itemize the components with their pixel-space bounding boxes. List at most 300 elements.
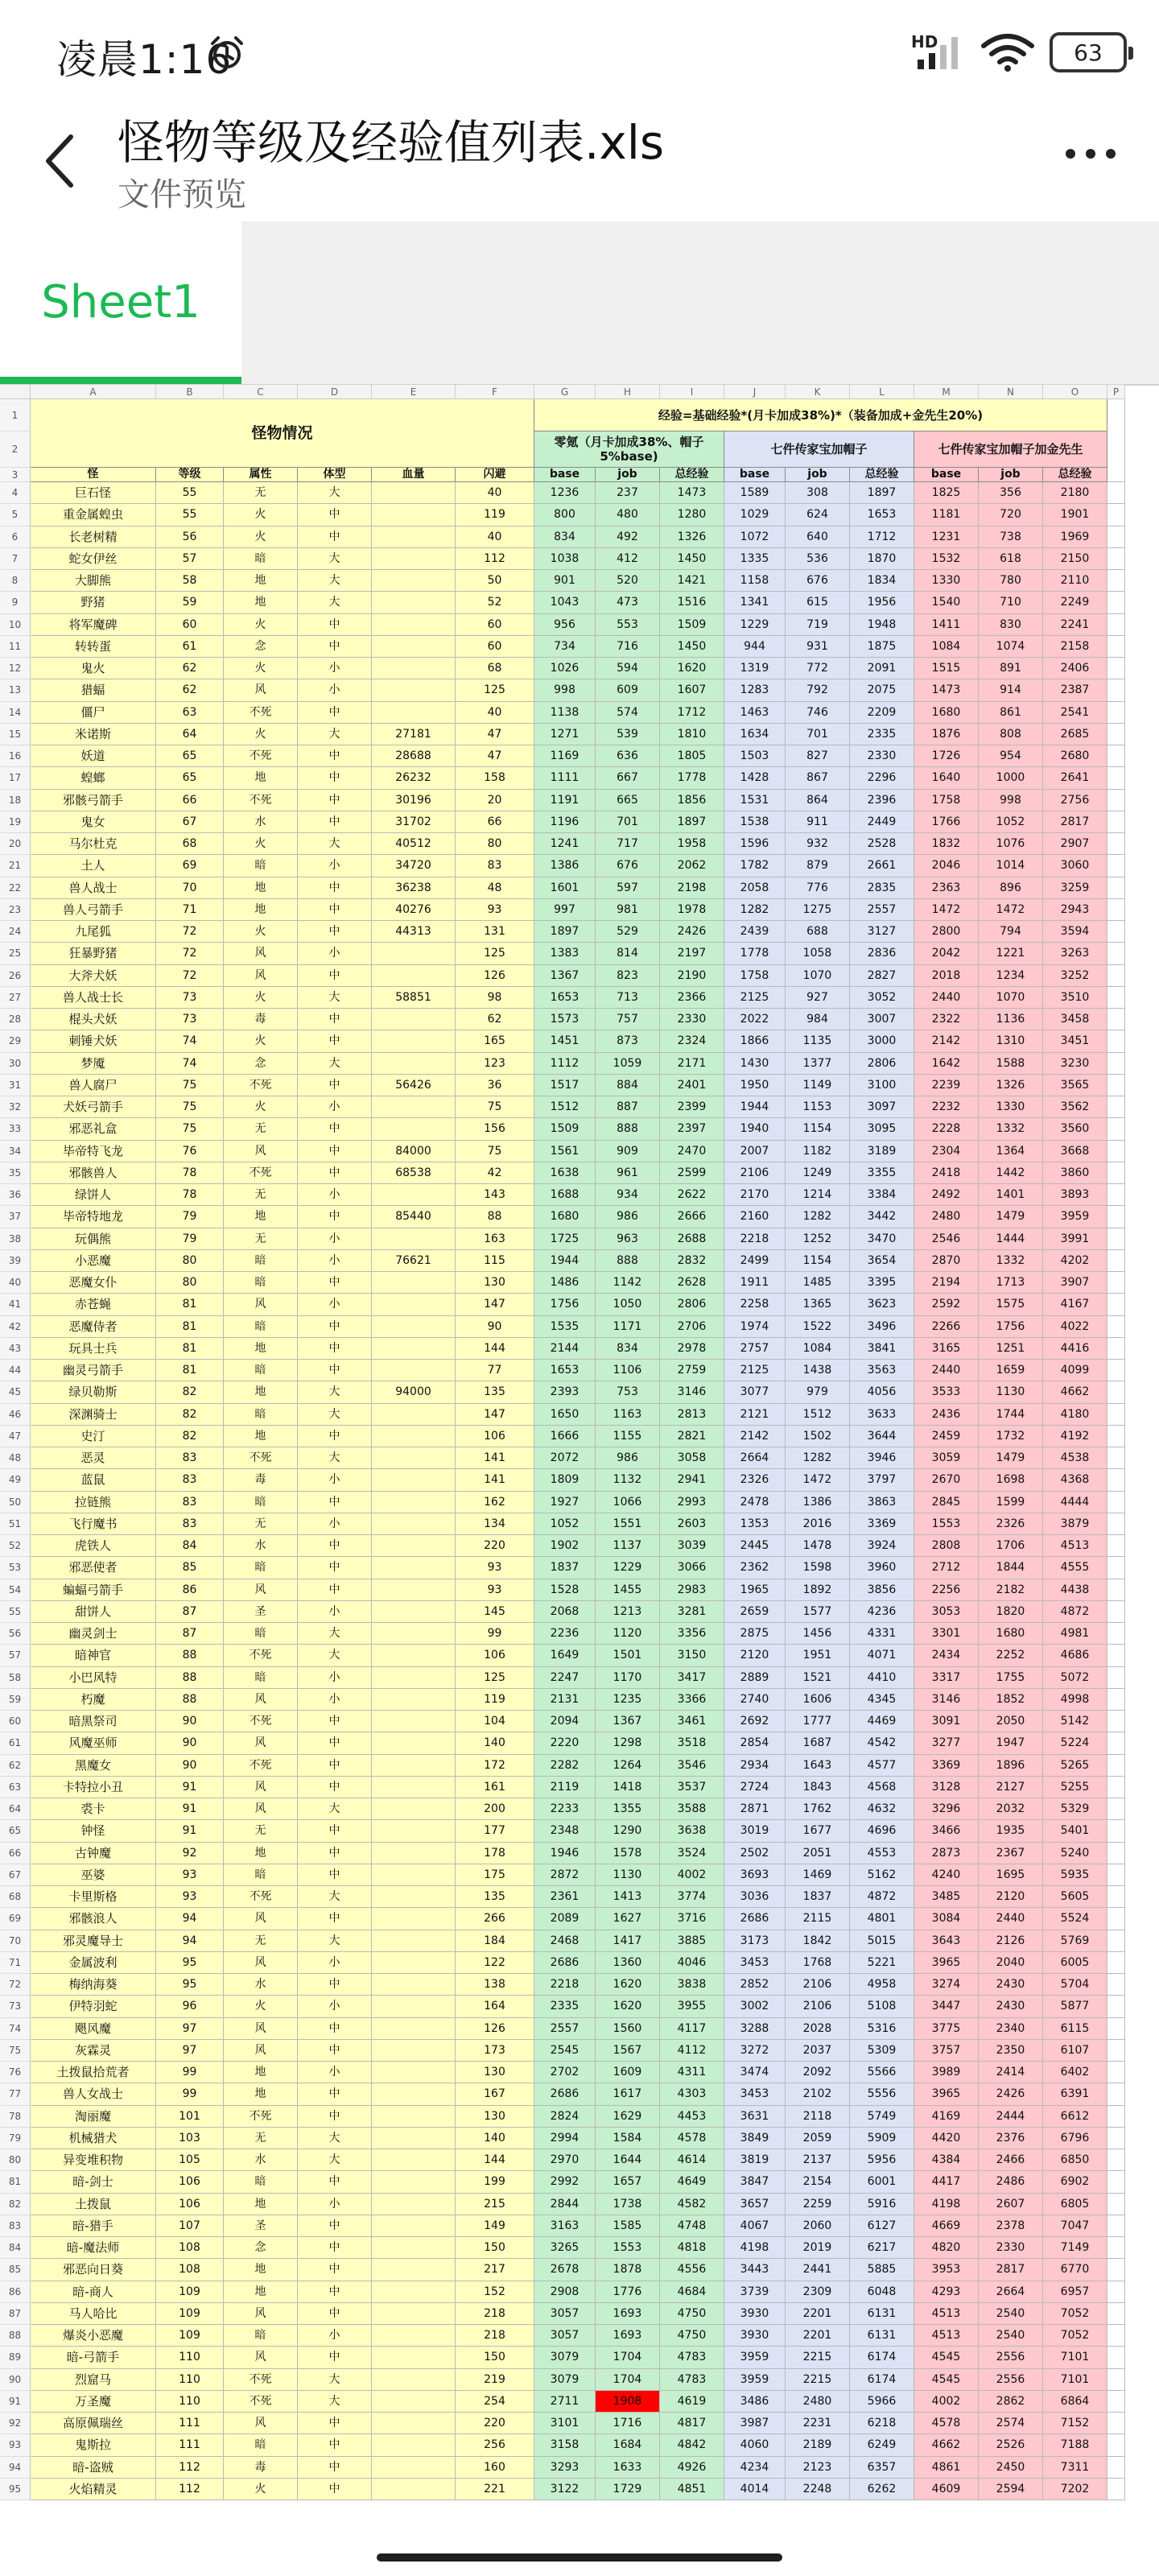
data-cell[interactable] [372,2171,456,2193]
data-cell[interactable]: 火 [224,504,298,526]
data-cell[interactable]: 2106 [786,1974,850,1996]
data-cell[interactable]: 中 [298,1141,372,1162]
data-cell[interactable]: 鬼火 [31,658,156,679]
data-cell[interactable]: 5749 [850,2106,914,2128]
data-cell[interactable]: 220 [456,2413,534,2434]
data-cell[interactable]: 大 [298,1053,372,1075]
empty-cell[interactable] [1107,1053,1125,1075]
data-cell[interactable] [372,614,456,636]
data-cell[interactable]: 4067 [724,2215,786,2237]
data-cell[interactable]: 1120 [596,1623,660,1645]
data-cell[interactable]: 2322 [914,1009,979,1030]
data-cell[interactable]: 3369 [914,1755,979,1777]
data-cell[interactable]: 赤苍蝇 [31,1294,156,1315]
data-cell[interactable]: 2440 [979,1908,1043,1930]
data-cell[interactable]: 1744 [979,1404,1043,1426]
data-cell[interactable]: 毕帝特地龙 [31,1206,156,1228]
data-cell[interactable]: 4577 [850,1755,914,1777]
data-cell[interactable]: 2154 [786,2171,850,2193]
data-cell[interactable]: 1059 [596,1053,660,1075]
data-cell[interactable]: 1155 [596,1426,660,1447]
data-cell[interactable]: 1609 [596,2062,660,2083]
data-cell[interactable]: 4578 [660,2128,724,2149]
data-cell[interactable]: 3930 [724,2303,786,2325]
data-cell[interactable]: 914 [979,679,1043,701]
empty-cell[interactable] [1107,790,1125,811]
data-cell[interactable]: 4416 [1043,1338,1107,1360]
data-cell[interactable]: 1809 [534,1469,596,1491]
data-cell[interactable]: 3631 [724,2106,786,2128]
data-cell[interactable]: 中 [298,1777,372,1798]
data-cell[interactable]: 99 [156,2083,224,2105]
data-cell[interactable]: 1738 [596,2194,660,2215]
data-cell[interactable]: 75 [156,1075,224,1096]
data-cell[interactable]: 2862 [979,2391,1043,2413]
data-cell[interactable]: 4614 [660,2149,724,2171]
data-cell[interactable]: 绿饼人 [31,1184,156,1206]
data-cell[interactable]: 125 [456,1667,534,1689]
data-cell[interactable]: 小 [298,658,372,679]
data-cell[interactable] [372,1316,456,1338]
data-cell[interactable]: 2599 [660,1162,724,1184]
data-cell[interactable]: 4236 [850,1601,914,1623]
data-cell[interactable]: 75 [456,1096,534,1118]
data-cell[interactable]: 106 [456,1426,534,1447]
data-cell[interactable]: 圣 [224,1601,298,1623]
data-cell[interactable]: 暗-魔法师 [31,2237,156,2259]
row-header[interactable]: 47 [0,1426,31,1447]
data-cell[interactable]: 暗 [224,1492,298,1513]
data-cell[interactable]: 小恶魔 [31,1250,156,1272]
data-cell[interactable]: 猎蝠 [31,679,156,701]
data-cell[interactable]: 2943 [1043,899,1107,921]
data-cell[interactable] [372,2106,456,2128]
data-cell[interactable]: 水 [224,1535,298,1557]
data-cell[interactable] [372,1338,456,1360]
data-cell[interactable]: 1515 [914,658,979,679]
data-cell[interactable] [372,702,456,724]
data-cell[interactable]: 676 [596,855,660,877]
data-cell[interactable]: 5142 [1043,1711,1107,1732]
data-cell[interactable]: 3417 [660,1667,724,1689]
data-cell[interactable] [372,1667,456,1689]
data-cell[interactable]: 3091 [914,1711,979,1732]
data-cell[interactable]: 2121 [724,1404,786,1426]
data-cell[interactable]: 地 [224,877,298,899]
data-cell[interactable]: 3019 [724,1820,786,1842]
data-cell[interactable]: 1693 [596,2303,660,2325]
data-cell[interactable]: 2685 [1043,724,1107,745]
column-header-n[interactable]: N [979,385,1043,399]
data-cell[interactable]: 鬼女 [31,811,156,833]
data-cell[interactable]: 2125 [724,987,786,1009]
row-header[interactable]: 27 [0,987,31,1009]
data-cell[interactable]: 2362 [724,1557,786,1579]
data-cell[interactable]: 5224 [1043,1732,1107,1754]
data-cell[interactable]: 106 [156,2171,224,2193]
data-cell[interactable]: 1132 [596,1469,660,1491]
data-cell[interactable]: 1956 [850,592,914,613]
data-cell[interactable]: 2459 [914,1426,979,1447]
data-cell[interactable]: 72 [156,921,224,943]
data-cell[interactable]: 161 [456,1777,534,1798]
data-cell[interactable]: 2441 [786,2259,850,2281]
data-cell[interactable]: 2994 [534,2128,596,2149]
data-cell[interactable]: 1138 [534,702,596,724]
data-cell[interactable]: 无 [224,1228,298,1250]
data-cell[interactable]: 2844 [534,2194,596,2215]
data-cell[interactable]: 82 [156,1426,224,1447]
data-cell[interactable]: 4345 [850,1689,914,1711]
data-cell[interactable]: 1282 [786,1447,850,1469]
data-cell[interactable]: 2072 [534,1447,596,1469]
data-cell[interactable]: 3039 [660,1535,724,1557]
data-cell[interactable]: 小 [298,855,372,877]
data-cell[interactable]: 529 [596,921,660,943]
data-cell[interactable]: 蓝鼠 [31,1469,156,1491]
data-cell[interactable]: 不死 [224,2391,298,2413]
data-cell[interactable]: 896 [979,877,1043,899]
data-cell[interactable]: 1512 [786,1404,850,1426]
data-cell[interactable]: 1640 [914,767,979,789]
data-cell[interactable]: 1777 [786,1711,850,1732]
data-cell[interactable]: 1944 [534,1250,596,1272]
data-cell[interactable]: 1653 [534,1360,596,1381]
data-cell[interactable]: 中 [298,2259,372,2281]
data-cell[interactable]: 小 [298,943,372,964]
data-cell[interactable]: 4056 [850,1381,914,1403]
data-cell[interactable]: 879 [786,855,850,877]
row-header[interactable]: 89 [0,2347,31,2368]
data-cell[interactable]: 妖道 [31,745,156,767]
data-cell[interactable]: 4872 [850,1886,914,1908]
data-cell[interactable]: 256 [456,2434,534,2456]
data-cell[interactable]: 3474 [724,2062,786,2083]
data-cell[interactable]: 中 [298,1009,372,1030]
data-cell[interactable]: 1421 [660,570,724,592]
empty-cell[interactable] [1107,2347,1125,2368]
data-cell[interactable]: 中 [298,614,372,636]
row-header[interactable]: 95 [0,2479,31,2500]
data-cell[interactable]: 50 [456,570,534,592]
data-cell[interactable]: 998 [979,790,1043,811]
data-cell[interactable]: 111 [156,2434,224,2456]
data-cell[interactable]: 3036 [724,1886,786,1908]
data-cell[interactable]: 834 [534,526,596,548]
data-cell[interactable]: 中 [298,2237,372,2259]
data-cell[interactable]: 1725 [534,1228,596,1250]
data-cell[interactable]: 4198 [914,2194,979,2215]
data-cell[interactable]: 邪恶向日葵 [31,2259,156,2281]
data-cell[interactable]: 163 [456,1228,534,1250]
data-cell[interactable]: 5966 [850,2391,914,2413]
data-cell[interactable]: 3797 [850,1469,914,1491]
row-header[interactable]: 8 [0,570,31,592]
data-cell[interactable]: 3127 [850,921,914,943]
data-cell[interactable]: 刺锤犬妖 [31,1030,156,1052]
data-cell[interactable]: 1657 [596,2171,660,2193]
data-cell[interactable]: 1479 [979,1206,1043,1228]
data-cell[interactable]: 2401 [660,1075,724,1096]
data-cell[interactable]: 3317 [914,1667,979,1689]
data-cell[interactable] [372,2325,456,2347]
data-cell[interactable]: 2180 [1043,482,1107,504]
data-cell[interactable]: 140 [456,1732,534,1754]
data-cell[interactable]: 中 [298,526,372,548]
data-cell[interactable]: 200 [456,1798,534,1820]
data-cell[interactable]: 68 [456,658,534,679]
data-cell[interactable]: 80 [156,1272,224,1294]
data-cell[interactable]: 小 [298,2194,372,2215]
data-cell[interactable]: 172 [456,1755,534,1777]
data-cell[interactable]: 2686 [724,1908,786,1930]
data-cell[interactable] [372,1053,456,1075]
data-cell[interactable]: 3841 [850,1338,914,1360]
data-cell[interactable]: 中 [298,1557,372,1579]
data-cell[interactable]: 3466 [914,1820,979,1842]
row-header[interactable]: 88 [0,2325,31,2347]
data-cell[interactable]: 1130 [596,1864,660,1886]
data-cell[interactable]: 73 [156,987,224,1009]
row-header[interactable]: 32 [0,1096,31,1118]
data-cell[interactable]: 4981 [1043,1623,1107,1645]
data-cell[interactable]: 144 [456,1338,534,1360]
empty-cell[interactable] [1107,1711,1125,1732]
data-cell[interactable]: 2119 [534,1777,596,1798]
data-cell[interactable]: 1473 [660,482,724,504]
data-cell[interactable] [372,1601,456,1623]
data-cell[interactable]: 风 [224,2347,298,2368]
data-cell[interactable]: 3263 [1043,943,1107,964]
row-header[interactable]: 81 [0,2171,31,2193]
data-cell[interactable]: 1386 [534,855,596,877]
data-cell[interactable]: 93 [156,1864,224,1886]
data-cell[interactable]: 1680 [534,1206,596,1228]
empty-cell[interactable] [1107,1777,1125,1798]
data-cell[interactable]: 2688 [660,1228,724,1250]
data-cell[interactable]: 1567 [596,2040,660,2062]
data-cell[interactable]: 1451 [534,1030,596,1052]
data-cell[interactable] [372,1184,456,1206]
data-cell[interactable]: 1901 [1043,504,1107,526]
data-cell[interactable]: 玩偶熊 [31,1228,156,1250]
data-cell[interactable]: 火 [224,987,298,1009]
more-options-icon[interactable] [1062,142,1119,166]
data-cell[interactable]: 暗 [224,1404,298,1426]
data-cell[interactable]: 3122 [534,2479,596,2500]
data-cell[interactable]: 3562 [1043,1096,1107,1118]
row-header[interactable]: 74 [0,2018,31,2040]
data-cell[interactable] [372,526,456,548]
data-cell[interactable]: 6864 [1043,2391,1107,2413]
row-header[interactable]: 61 [0,1732,31,1754]
data-cell[interactable] [372,1557,456,1579]
data-cell[interactable]: 4662 [1043,1381,1107,1403]
data-cell[interactable]: 110 [156,2369,224,2391]
data-cell[interactable]: 83 [156,1492,224,1513]
data-cell[interactable]: 3277 [914,1732,979,1754]
row-header[interactable]: 65 [0,1820,31,1842]
data-cell[interactable]: 62 [156,658,224,679]
data-cell[interactable]: 1084 [786,1338,850,1360]
data-cell[interactable]: 2106 [786,1996,850,2017]
data-cell[interactable]: 1649 [534,1645,596,1666]
data-cell[interactable]: 3053 [914,1601,979,1623]
data-cell[interactable]: 念 [224,2237,298,2259]
data-cell[interactable]: 1532 [914,548,979,570]
data-cell[interactable]: 1472 [914,899,979,921]
data-cell[interactable] [372,2457,456,2479]
data-cell[interactable]: 2330 [660,1009,724,1030]
data-cell[interactable]: 地 [224,1381,298,1403]
data-cell[interactable]: 94 [156,1930,224,1952]
row-header[interactable]: 9 [0,592,31,613]
data-cell[interactable]: 3953 [914,2259,979,2281]
data-cell[interactable]: 134 [456,1513,534,1535]
data-cell[interactable]: 83 [156,1447,224,1469]
empty-cell[interactable] [1107,1404,1125,1426]
data-cell[interactable]: 4180 [1043,1404,1107,1426]
data-cell[interactable]: 3189 [850,1141,914,1162]
row-header[interactable]: 77 [0,2083,31,2105]
data-cell[interactable] [372,2040,456,2062]
data-cell[interactable]: 火 [224,921,298,943]
data-cell[interactable]: 112 [156,2457,224,2479]
data-cell[interactable]: 215 [456,2194,534,2215]
data-cell[interactable]: 104 [456,1711,534,1732]
data-cell[interactable]: 931 [786,636,850,658]
data-cell[interactable]: 91 [156,1798,224,1820]
data-cell[interactable]: 1560 [596,2018,660,2040]
data-cell[interactable]: 中 [298,811,372,833]
data-cell[interactable]: 火 [224,833,298,855]
empty-cell[interactable] [1107,2237,1125,2259]
data-cell[interactable]: 961 [596,1162,660,1184]
data-cell[interactable]: 5240 [1043,1843,1107,1864]
data-cell[interactable]: 2150 [1043,548,1107,570]
data-cell[interactable]: 219 [456,2369,534,2391]
data-cell[interactable]: 539 [596,724,660,745]
data-cell[interactable]: 122 [456,1952,534,1974]
data-cell[interactable]: 飞行魔书 [31,1513,156,1535]
data-cell[interactable]: 4998 [1043,1689,1107,1711]
data-cell[interactable]: 中 [298,745,372,767]
data-cell[interactable]: 4872 [1043,1601,1107,1623]
row-header[interactable]: 22 [0,877,31,899]
data-cell[interactable]: 2540 [979,2325,1043,2347]
data-cell[interactable]: 1214 [786,1184,850,1206]
data-cell[interactable]: 636 [596,745,660,767]
data-cell[interactable]: 808 [979,724,1043,745]
data-cell[interactable]: 小 [298,2062,372,2083]
data-cell[interactable] [372,1118,456,1140]
row-header[interactable]: 11 [0,636,31,658]
data-cell[interactable]: 3158 [534,2434,596,2456]
data-cell[interactable]: 中 [298,2106,372,2128]
data-cell[interactable]: 中 [298,1711,372,1732]
data-cell[interactable]: 59 [156,592,224,613]
data-cell[interactable]: 2075 [850,679,914,701]
row-header[interactable]: 76 [0,2062,31,2083]
data-cell[interactable]: 75 [156,1096,224,1118]
data-cell[interactable]: 5566 [850,2062,914,2083]
data-cell[interactable]: 3296 [914,1798,979,1820]
data-cell[interactable]: 1072 [724,526,786,548]
data-cell[interactable]: 风 [224,679,298,701]
data-cell[interactable]: 地 [224,899,298,921]
data-cell[interactable]: 3739 [724,2281,786,2303]
data-cell[interactable]: 2060 [786,2215,850,2237]
data-cell[interactable]: 81 [156,1316,224,1338]
row-header[interactable]: 59 [0,1689,31,1711]
data-cell[interactable]: 3668 [1043,1141,1107,1162]
data-cell[interactable]: 71 [156,899,224,921]
empty-cell[interactable] [1107,1272,1125,1294]
empty-cell[interactable] [1107,833,1125,855]
row-header[interactable]: 1 [0,399,31,431]
data-cell[interactable]: 无 [224,1820,298,1842]
data-cell[interactable]: 112 [156,2479,224,2500]
data-cell[interactable]: 4117 [660,2018,724,2040]
empty-cell[interactable] [1107,1732,1125,1754]
data-cell[interactable]: 不死 [224,1447,298,1469]
data-cell[interactable]: 2231 [786,2413,850,2434]
data-cell[interactable]: 4568 [850,1777,914,1798]
data-cell[interactable]: 5401 [1043,1820,1107,1842]
data-cell[interactable]: 74 [156,1053,224,1075]
data-cell[interactable]: 风 [224,2303,298,2325]
data-cell[interactable]: 1282 [724,899,786,921]
data-cell[interactable]: 重金属蝗虫 [31,504,156,526]
data-cell[interactable]: 2541 [1043,702,1107,724]
data-cell[interactable]: 1326 [979,1075,1043,1096]
data-cell[interactable]: 地 [224,1426,298,1447]
data-cell[interactable]: 65 [156,767,224,789]
data-cell[interactable]: 1326 [660,526,724,548]
data-cell[interactable]: 5556 [850,2083,914,2105]
data-cell[interactable]: 中 [298,1316,372,1338]
data-cell[interactable]: 1653 [850,504,914,526]
data-cell[interactable]: 灰霖灵 [31,2040,156,2062]
data-cell[interactable]: 6048 [850,2281,914,2303]
column-header-e[interactable]: E [372,385,456,399]
data-cell[interactable]: 5162 [850,1864,914,1886]
data-cell[interactable]: 93 [456,1557,534,1579]
data-cell[interactable]: 1896 [979,1755,1043,1777]
data-cell[interactable]: 1252 [786,1228,850,1250]
data-cell[interactable]: 4022 [1043,1316,1107,1338]
data-cell[interactable]: 中 [298,2040,372,2062]
data-cell[interactable]: 76 [156,1141,224,1162]
data-cell[interactable]: 1438 [786,1360,850,1381]
data-cell[interactable]: 2426 [979,2083,1043,2105]
data-cell[interactable]: 1684 [596,2434,660,2456]
data-cell[interactable]: 1509 [534,1118,596,1140]
data-cell[interactable] [372,2018,456,2040]
data-cell[interactable]: 不死 [224,2369,298,2391]
data-cell[interactable]: 3518 [660,1732,724,1754]
data-cell[interactable]: 6770 [1043,2259,1107,2281]
data-cell[interactable]: 1778 [724,943,786,964]
data-cell[interactable]: 2426 [660,921,724,943]
data-cell[interactable]: 3163 [534,2215,596,2237]
data-cell[interactable]: 2445 [724,1535,786,1557]
data-cell[interactable]: 119 [456,504,534,526]
data-cell[interactable]: 暗-弓箭手 [31,2347,156,2368]
data-cell[interactable]: 4234 [724,2457,786,2479]
data-cell[interactable]: 94000 [372,1381,456,1403]
data-cell[interactable]: 1553 [914,1513,979,1535]
